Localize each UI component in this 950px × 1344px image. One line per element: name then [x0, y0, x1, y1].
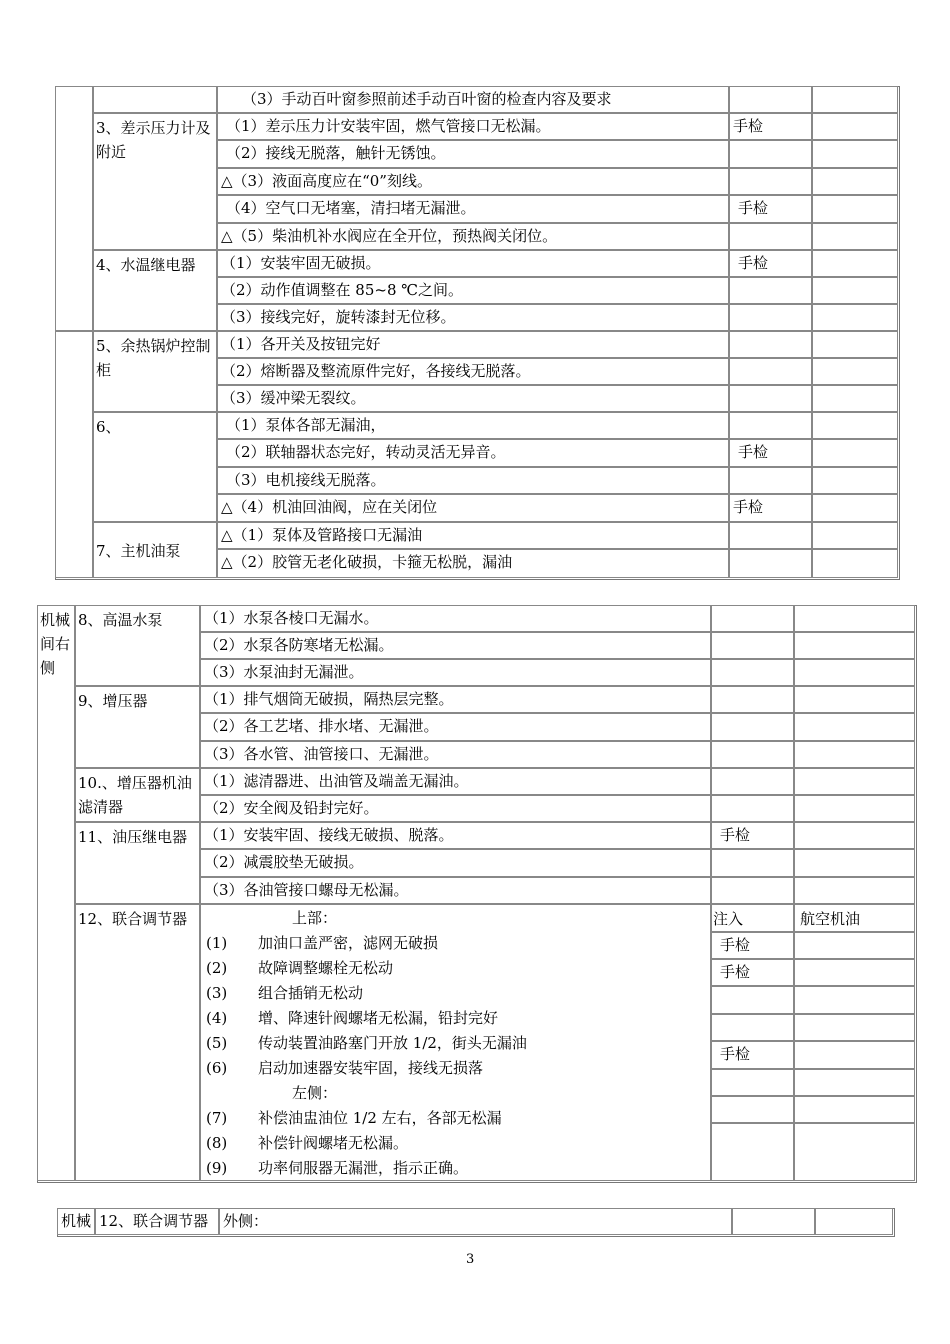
method-cell [711, 768, 794, 795]
section-cell [55, 331, 93, 578]
note-cell [794, 877, 915, 904]
method-cell [711, 849, 794, 877]
method-cell: 手检 [729, 494, 812, 522]
method-cell [711, 632, 794, 659]
check-text: （3）各水管、油管接口、无漏泄。 [200, 741, 711, 768]
method-cell [729, 223, 812, 250]
check-text: （1）差示压力计安装牢固，燃气管接口无松漏。 [217, 113, 729, 140]
check-text: （4）空气口无堵塞，清扫堵无漏泄。 [217, 195, 729, 223]
note-cell [794, 986, 915, 1014]
method-cell [711, 1014, 794, 1041]
check-text: （3）电机接线无脱落。 [217, 467, 729, 494]
note-cell [812, 195, 898, 223]
step-text: 功率伺服器无漏泄，指示正确。 [258, 1159, 469, 1177]
method-cell: 手检 [729, 113, 812, 140]
step-num: (2) [206, 959, 228, 977]
method-cell [729, 467, 812, 494]
method-cell [729, 140, 812, 168]
method-cell [711, 1096, 794, 1123]
step-text: 增、降速针阀螺堵无松漏，铅封完好 [258, 1009, 499, 1027]
check-text: （3）缓冲梁无裂纹。 [217, 385, 729, 412]
method-cell: 手检 [711, 1041, 794, 1069]
method-cell [711, 686, 794, 713]
method-cell [711, 605, 794, 632]
note-cell [812, 223, 898, 250]
section-cell [55, 86, 93, 331]
note-cell [794, 1096, 915, 1123]
method-cell: 手检 [729, 439, 812, 467]
step-text: 启动加速器安装牢固，接线无损落 [258, 1059, 484, 1077]
check-text: （2）熔断器及整流原件完好，各接线无脱落。 [217, 358, 729, 385]
note-cell [794, 659, 915, 686]
note-cell [794, 713, 915, 741]
note-cell [812, 86, 898, 113]
check-text: （2）水泵各防寒堵无松漏。 [200, 632, 711, 659]
section-label: 机械间右侧 [37, 605, 75, 1181]
method-cell [729, 277, 812, 304]
note-cell [794, 741, 915, 768]
check-text: （1）滤清器进、出油管及端盖无漏油。 [200, 768, 711, 795]
method-cell: 手检 [729, 250, 812, 277]
step-num: (4) [206, 1009, 228, 1027]
method-header-cell [711, 904, 794, 932]
note-cell [812, 331, 898, 358]
check-text: △（2）胶管无老化破损，卡箍无松脱，漏油 [217, 549, 729, 578]
method-cell: 手检 [711, 822, 794, 849]
note-cell [812, 140, 898, 168]
method-cell [711, 741, 794, 768]
note-cell [794, 1123, 915, 1181]
note-cell [812, 113, 898, 140]
note-cell [794, 686, 915, 713]
check-text: （3）各油管接口螺母无松漏。 [200, 877, 711, 904]
note-cell [794, 1041, 915, 1069]
step-text: 补偿油盅油位 1/2 左右，各部无松漏 [258, 1109, 502, 1127]
item-cell: 11、油压继电器 [75, 822, 200, 904]
note-cell [794, 1069, 915, 1096]
check-text: （2）减震胶垫无破损。 [200, 849, 711, 877]
check-text: （1）安装牢固、接线无破损、脱落。 [200, 822, 711, 849]
check-text: （2）各工艺堵、排水堵、无漏泄。 [200, 713, 711, 741]
method-cell [729, 522, 812, 549]
check-text: △（4）机油回油阀，应在关闭位 [217, 494, 729, 522]
method-cell [711, 986, 794, 1014]
note-cell [812, 358, 898, 385]
item-cell: 12、联合调节器 [75, 904, 200, 1181]
step-num: (8) [206, 1134, 228, 1152]
item-cell: 3、差示压力计及附近 [93, 113, 217, 250]
item-cell: 4、水温继电器 [93, 250, 217, 331]
note-header-cell [794, 904, 915, 932]
check-text: （2）动作值调整在 85~8 ℃之间。 [217, 277, 729, 304]
check-text: （1）泵体各部无漏油， [217, 412, 729, 439]
method-cell: 手检 [711, 932, 794, 959]
method-cell [711, 1069, 794, 1096]
step-num: (1) [206, 934, 228, 952]
item-cell: 9、增压器 [75, 686, 200, 768]
note-cell [812, 412, 898, 439]
check-text: （2）安全阀及铅封完好。 [200, 795, 711, 822]
method-cell [711, 877, 794, 904]
check-text: △（3）液面高度应在“0”刻线。 [217, 168, 729, 195]
check-text: （1）安装牢固无破损。 [217, 250, 729, 277]
check-text: （1）各开关及按钮完好 [217, 331, 729, 358]
item-cell: 10.、增压器机油滤清器 [75, 768, 200, 822]
note-cell [794, 959, 915, 986]
method-cell [729, 86, 812, 113]
section-label: 机械 [57, 1208, 95, 1235]
note-cell [794, 768, 915, 795]
note-cell [812, 549, 898, 578]
step-num: (7) [206, 1109, 228, 1127]
note-cell [812, 439, 898, 467]
step-num: (3) [206, 984, 228, 1002]
method-cell [729, 549, 812, 578]
note-cell [794, 1014, 915, 1041]
item-cell [93, 86, 217, 113]
method-cell: 手检 [729, 195, 812, 223]
method-cell [711, 795, 794, 822]
item-cell [93, 522, 217, 578]
left-heading: 左侧： [292, 1084, 338, 1102]
item-cell: 5、余热锅炉控制柜 [93, 331, 217, 412]
page-number: 3 [466, 1252, 475, 1267]
note-cell [812, 304, 898, 331]
method-cell [729, 304, 812, 331]
method-cell [729, 168, 812, 195]
check-text: 外侧： [219, 1208, 732, 1235]
method-cell [729, 385, 812, 412]
check-text: △（5）柴油机补水阀应在全开位，预热阀关闭位。 [217, 223, 729, 250]
note-cell [794, 795, 915, 822]
note-cell [815, 1208, 893, 1235]
method-cell [729, 331, 812, 358]
step-num: (6) [206, 1059, 228, 1077]
note-cell [794, 849, 915, 877]
step-text: 传动装置油路塞门开放 1/2，街头无漏油 [258, 1034, 527, 1052]
step-text: 补偿针阀螺堵无松漏。 [258, 1134, 409, 1152]
check-text: （3）接线完好，旋转漆封无位移。 [217, 304, 729, 331]
note-cell [812, 494, 898, 522]
method-cell [711, 1123, 794, 1181]
check-text: （1）排气烟筒无破损，隔热层完整。 [200, 686, 711, 713]
note-cell [794, 822, 915, 849]
note-cell [812, 277, 898, 304]
method-cell: 手检 [711, 959, 794, 986]
check-text: （2）联轴器状态完好，转动灵活无异音。 [217, 439, 729, 467]
item-cell: 6、 [93, 412, 217, 522]
note-cell [812, 250, 898, 277]
step-num: (5) [206, 1034, 228, 1052]
method-header: 注入 [713, 910, 744, 928]
method-cell [729, 412, 812, 439]
item-label: 7、主机油泵 [96, 542, 181, 560]
step-text: 加油口盖严密，滤网无破损 [258, 934, 439, 952]
method-cell [729, 358, 812, 385]
method-cell [711, 659, 794, 686]
check-text: △（1）泵体及管路接口无漏油 [217, 522, 729, 549]
check-text: （3）水泵油封无漏泄。 [200, 659, 711, 686]
note-cell [812, 522, 898, 549]
note-cell [812, 385, 898, 412]
step-text: 组合插销无松动 [258, 984, 364, 1002]
note-cell [794, 932, 915, 959]
upper-heading: 上部： [292, 909, 338, 927]
method-cell [711, 713, 794, 741]
check-text: （3）手动百叶窗参照前述手动百叶窗的检查内容及要求 [217, 86, 729, 113]
check-text: （1）水泵各棱口无漏水。 [200, 605, 711, 632]
item-cell: 12、联合调节器 [95, 1208, 219, 1235]
note-cell [794, 605, 915, 632]
note-cell [812, 467, 898, 494]
item-cell: 8、高温水泵 [75, 605, 200, 686]
note-cell [812, 168, 898, 195]
step-text: 故障调整螺栓无松动 [258, 959, 394, 977]
step-num: (9) [206, 1159, 228, 1177]
method-cell [732, 1208, 815, 1235]
note-header: 航空机油 [800, 910, 861, 928]
note-cell [794, 632, 915, 659]
check-text: （2）接线无脱落，触针无锈蚀。 [217, 140, 729, 168]
